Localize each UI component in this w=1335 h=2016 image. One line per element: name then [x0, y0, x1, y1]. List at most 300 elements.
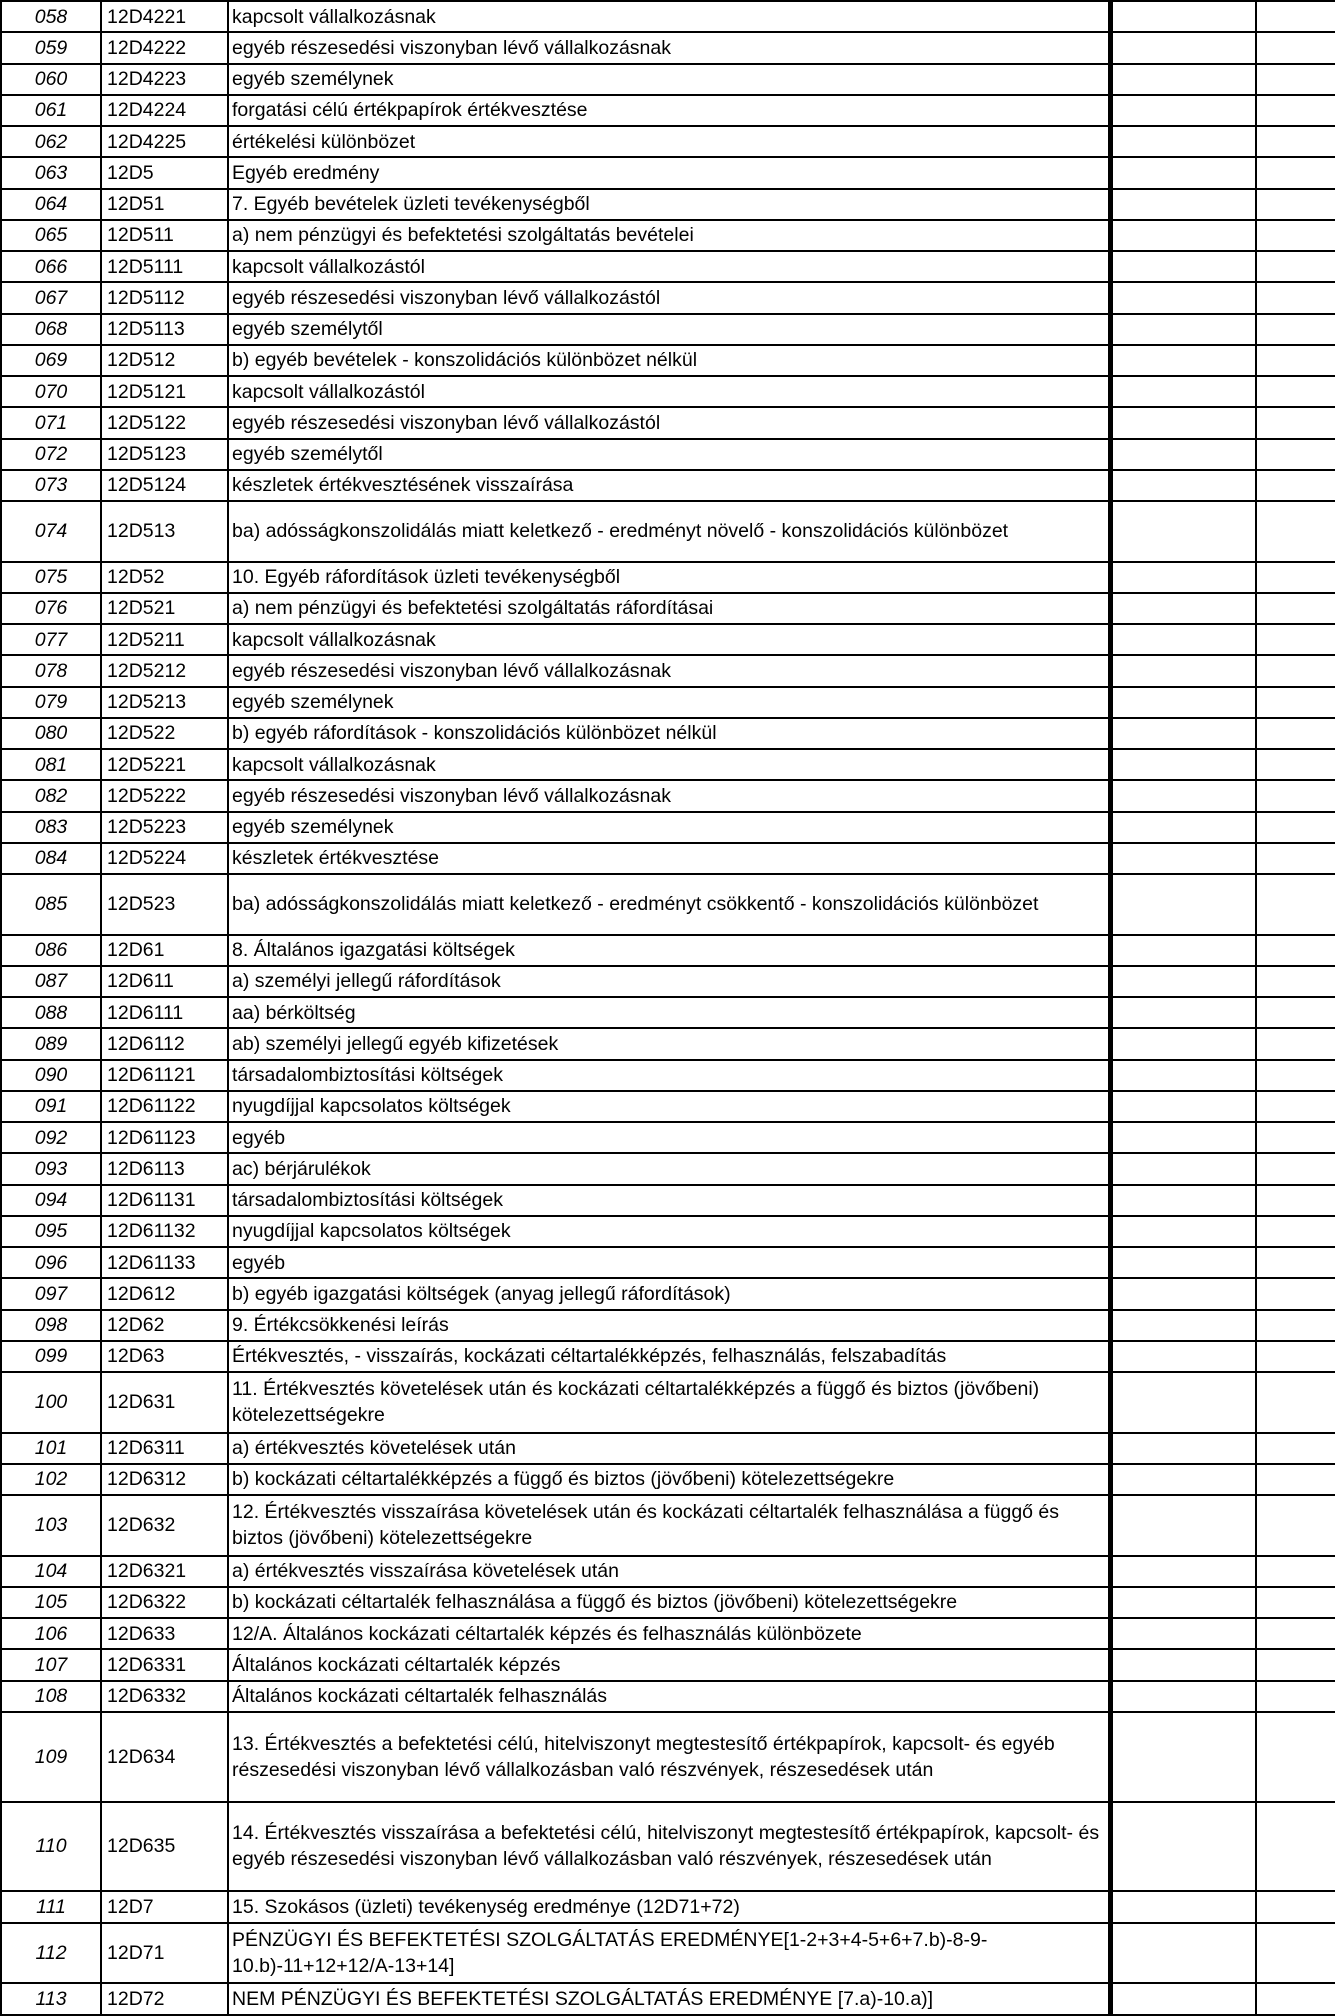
row-code-cell: 12D61133: [101, 1247, 228, 1278]
value-cell: [1110, 64, 1256, 95]
extra-value-cell: [1256, 718, 1335, 749]
row-number-cell: 103: [1, 1495, 101, 1556]
extra-value-cell: [1256, 1433, 1335, 1464]
row-code-cell: 12D6112: [101, 1028, 228, 1059]
value-cell: [1110, 843, 1256, 874]
row-number-cell: 095: [1, 1216, 101, 1247]
value-cell: [1110, 1495, 1256, 1556]
row-code-cell: 12D63: [101, 1341, 228, 1372]
row-code-cell: 12D521: [101, 593, 228, 624]
extra-value-cell: [1256, 1247, 1335, 1278]
row-number-cell: 099: [1, 1341, 101, 1372]
row-description-cell: ba) adósságkonszolidálás miatt keletkező - eredményt növelő - konszolidációs különbözet: [228, 501, 1110, 562]
table-row: [1, 1802, 1335, 1892]
row-description-cell: b) egyéb ráfordítások - konszolidációs különbözet nélkül: [228, 718, 1110, 749]
value-cell: [1110, 624, 1256, 655]
row-description-cell: b) egyéb igazgatási költségek (anyag jellegű ráfordítások): [228, 1278, 1110, 1309]
table-row: [1, 1310, 1335, 1341]
extra-value-cell: [1256, 1495, 1335, 1556]
value-cell: [1110, 687, 1256, 718]
value-cell: [1110, 1681, 1256, 1712]
extra-value-cell: [1256, 282, 1335, 313]
extra-value-cell: [1256, 1278, 1335, 1309]
row-description-cell: társadalombiztosítási költségek: [228, 1060, 1110, 1091]
row-description-cell: nyugdíjjal kapcsolatos költségek: [228, 1216, 1110, 1247]
table-row: [1, 1618, 1335, 1649]
table-row: [1, 718, 1335, 749]
row-number-cell: 068: [1, 314, 101, 345]
row-description-cell: egyéb személynek: [228, 64, 1110, 95]
extra-value-cell: [1256, 997, 1335, 1028]
value-cell: [1110, 376, 1256, 407]
row-number-cell: 064: [1, 189, 101, 220]
extra-value-cell: [1256, 1216, 1335, 1247]
table-row: [1, 1278, 1335, 1309]
value-cell: [1110, 157, 1256, 188]
row-number-cell: 107: [1, 1649, 101, 1680]
table-row: [1, 655, 1335, 686]
extra-value-cell: [1256, 843, 1335, 874]
row-code-cell: 12D523: [101, 874, 228, 935]
value-cell: [1110, 1060, 1256, 1091]
extra-value-cell: [1256, 562, 1335, 593]
row-description-cell: kapcsolt vállalkozásnak: [228, 624, 1110, 655]
extra-value-cell: [1256, 1122, 1335, 1153]
table-row: [1, 1891, 1335, 1922]
row-number-cell: 072: [1, 439, 101, 470]
table-row: [1, 220, 1335, 251]
row-number-cell: 106: [1, 1618, 101, 1649]
row-description-cell: nyugdíjjal kapcsolatos költségek: [228, 1091, 1110, 1122]
row-code-cell: 12D5124: [101, 470, 228, 501]
table-row: [1, 64, 1335, 95]
row-number-cell: 080: [1, 718, 101, 749]
row-code-cell: 12D6311: [101, 1433, 228, 1464]
value-cell: [1110, 1091, 1256, 1122]
row-number-cell: 112: [1, 1923, 101, 1984]
table-row: [1, 997, 1335, 1028]
row-code-cell: 12D522: [101, 718, 228, 749]
row-code-cell: 12D513: [101, 501, 228, 562]
table-row: [1, 189, 1335, 220]
row-description-cell: Általános kockázati céltartalék képzés: [228, 1649, 1110, 1680]
row-number-cell: 098: [1, 1310, 101, 1341]
extra-value-cell: [1256, 251, 1335, 282]
value-cell: [1110, 997, 1256, 1028]
table-row: [1, 314, 1335, 345]
extra-value-cell: [1256, 1802, 1335, 1892]
extra-value-cell: [1256, 501, 1335, 562]
row-code-cell: 12D631: [101, 1372, 228, 1433]
row-description-cell: 7. Egyéb bevételek üzleti tevékenységből: [228, 189, 1110, 220]
extra-value-cell: [1256, 1464, 1335, 1495]
row-code-cell: 12D6113: [101, 1153, 228, 1184]
row-code-cell: 12D72: [101, 1983, 228, 2015]
row-number-cell: 110: [1, 1802, 101, 1892]
row-number-cell: 062: [1, 126, 101, 157]
row-description-cell: a) személyi jellegű ráfordítások: [228, 966, 1110, 997]
value-cell: [1110, 1216, 1256, 1247]
row-number-cell: 091: [1, 1091, 101, 1122]
value-cell: [1110, 812, 1256, 843]
extra-value-cell: [1256, 1923, 1335, 1984]
value-cell: [1110, 1185, 1256, 1216]
value-cell: [1110, 1278, 1256, 1309]
row-number-cell: 086: [1, 935, 101, 966]
row-description-cell: forgatási célú értékpapírok értékvesztése: [228, 95, 1110, 126]
extra-value-cell: [1256, 345, 1335, 376]
extra-value-cell: [1256, 935, 1335, 966]
row-code-cell: 12D4221: [101, 1, 228, 32]
row-description-cell: 12. Értékvesztés visszaírása követelések után és kockázati céltartalék felhasználása a függő és biztos (jövőbeni) kötelezettségekre: [228, 1495, 1110, 1556]
table-row: [1, 157, 1335, 188]
extra-value-cell: [1256, 687, 1335, 718]
extra-value-cell: [1256, 1587, 1335, 1618]
table-row: [1, 1923, 1335, 1984]
row-number-cell: 104: [1, 1556, 101, 1587]
row-description-cell: kapcsolt vállalkozástól: [228, 251, 1110, 282]
value-cell: [1110, 1122, 1256, 1153]
row-description-cell: Értékvesztés, - visszaírás, kockázati céltartalékképzés, felhasználás, felszabadítás: [228, 1341, 1110, 1372]
row-description-cell: kapcsolt vállalkozásnak: [228, 1, 1110, 32]
row-description-cell: a) nem pénzügyi és befektetési szolgáltatás ráfordításai: [228, 593, 1110, 624]
row-description-cell: b) egyéb bevételek - konszolidációs különbözet nélkül: [228, 345, 1110, 376]
row-code-cell: 12D7: [101, 1891, 228, 1922]
row-number-cell: 100: [1, 1372, 101, 1433]
row-description-cell: a) értékvesztés követelések után: [228, 1433, 1110, 1464]
value-cell: [1110, 966, 1256, 997]
row-number-cell: 073: [1, 470, 101, 501]
row-number-cell: 071: [1, 407, 101, 438]
row-code-cell: 12D5221: [101, 749, 228, 780]
value-cell: [1110, 1649, 1256, 1680]
extra-value-cell: [1256, 64, 1335, 95]
row-description-cell: készletek értékvesztésének visszaírása: [228, 470, 1110, 501]
extra-value-cell: [1256, 1185, 1335, 1216]
row-description-cell: kapcsolt vállalkozásnak: [228, 749, 1110, 780]
value-cell: [1110, 251, 1256, 282]
row-code-cell: 12D52: [101, 562, 228, 593]
table-row: [1, 439, 1335, 470]
value-cell: [1110, 1, 1256, 32]
row-description-cell: egyéb: [228, 1122, 1110, 1153]
row-code-cell: 12D5111: [101, 251, 228, 282]
extra-value-cell: [1256, 812, 1335, 843]
row-number-cell: 069: [1, 345, 101, 376]
extra-value-cell: [1256, 1681, 1335, 1712]
row-code-cell: 12D6322: [101, 1587, 228, 1618]
row-code-cell: 12D5113: [101, 314, 228, 345]
value-cell: [1110, 407, 1256, 438]
row-number-cell: 070: [1, 376, 101, 407]
row-number-cell: 087: [1, 966, 101, 997]
table-row: [1, 812, 1335, 843]
row-code-cell: 12D6321: [101, 1556, 228, 1587]
row-number-cell: 109: [1, 1712, 101, 1802]
table-row: [1, 1983, 1335, 2015]
row-code-cell: 12D5223: [101, 812, 228, 843]
extra-value-cell: [1256, 470, 1335, 501]
table-row: [1, 874, 1335, 935]
value-cell: [1110, 749, 1256, 780]
value-cell: [1110, 780, 1256, 811]
table-row: [1, 1185, 1335, 1216]
table-row: [1, 1216, 1335, 1247]
value-cell: [1110, 562, 1256, 593]
value-cell: [1110, 439, 1256, 470]
row-code-cell: 12D635: [101, 1802, 228, 1892]
value-cell: [1110, 1433, 1256, 1464]
row-number-cell: 093: [1, 1153, 101, 1184]
row-description-cell: a) értékvesztés visszaírása követelések után: [228, 1556, 1110, 1587]
row-description-cell: b) kockázati céltartalék felhasználása a függő és biztos (jövőbeni) kötelezettségekre: [228, 1587, 1110, 1618]
table-row: [1, 1060, 1335, 1091]
row-code-cell: 12D5112: [101, 282, 228, 313]
row-code-cell: 12D61122: [101, 1091, 228, 1122]
extra-value-cell: [1256, 220, 1335, 251]
row-code-cell: 12D4224: [101, 95, 228, 126]
row-code-cell: 12D6332: [101, 1681, 228, 1712]
value-cell: [1110, 593, 1256, 624]
table-row: [1, 1028, 1335, 1059]
row-number-cell: 079: [1, 687, 101, 718]
row-code-cell: 12D6111: [101, 997, 228, 1028]
table-row: [1, 1649, 1335, 1680]
extra-value-cell: [1256, 1, 1335, 32]
row-code-cell: 12D5123: [101, 439, 228, 470]
row-description-cell: b) kockázati céltartalékképzés a függő és biztos (jövőbeni) kötelezettségekre: [228, 1464, 1110, 1495]
row-number-cell: 101: [1, 1433, 101, 1464]
extra-value-cell: [1256, 749, 1335, 780]
row-description-cell: kapcsolt vállalkozástól: [228, 376, 1110, 407]
row-code-cell: 12D51: [101, 189, 228, 220]
row-description-cell: 9. Értékcsökkenési leírás: [228, 1310, 1110, 1341]
row-number-cell: 092: [1, 1122, 101, 1153]
extra-value-cell: [1256, 1341, 1335, 1372]
value-cell: [1110, 1618, 1256, 1649]
value-cell: [1110, 470, 1256, 501]
table-row: [1, 1495, 1335, 1556]
row-description-cell: PÉNZÜGYI ÉS BEFEKTETÉSI SZOLGÁLTATÁS EREDMÉNYE[1-2+3+4-5+6+7.b)-8-9-10.b)-11+12+12/A-13+14]: [228, 1923, 1110, 1984]
row-description-cell: 13. Értékvesztés a befektetési célú, hitelviszonyt megtestesítő értékpapírok, kapcsolt- és egyéb részesedési viszonyban lévő vállalkozásban való részvények, részesedések után: [228, 1712, 1110, 1802]
table-row: [1, 687, 1335, 718]
value-cell: [1110, 935, 1256, 966]
row-number-cell: 094: [1, 1185, 101, 1216]
extra-value-cell: [1256, 1060, 1335, 1091]
table-row: [1, 593, 1335, 624]
row-code-cell: 12D6312: [101, 1464, 228, 1495]
extra-value-cell: [1256, 1310, 1335, 1341]
row-code-cell: 12D5224: [101, 843, 228, 874]
table-row: [1, 843, 1335, 874]
row-code-cell: 12D4225: [101, 126, 228, 157]
row-description-cell: Általános kockázati céltartalék felhasználás: [228, 1681, 1110, 1712]
row-description-cell: a) nem pénzügyi és befektetési szolgáltatás bevételei: [228, 220, 1110, 251]
row-description-cell: 11. Értékvesztés követelések után és kockázati céltartalékképzés a függő és biztos (jövőbeni) kötelezettségekre: [228, 1372, 1110, 1433]
extra-value-cell: [1256, 1618, 1335, 1649]
value-cell: [1110, 282, 1256, 313]
row-code-cell: 12D5211: [101, 624, 228, 655]
extra-value-cell: [1256, 1091, 1335, 1122]
extra-value-cell: [1256, 874, 1335, 935]
row-code-cell: 12D61123: [101, 1122, 228, 1153]
row-number-cell: 081: [1, 749, 101, 780]
row-number-cell: 066: [1, 251, 101, 282]
row-description-cell: aa) bérköltség: [228, 997, 1110, 1028]
row-code-cell: 12D5213: [101, 687, 228, 718]
row-number-cell: 077: [1, 624, 101, 655]
row-number-cell: 083: [1, 812, 101, 843]
value-cell: [1110, 1891, 1256, 1922]
row-number-cell: 113: [1, 1983, 101, 2015]
value-cell: [1110, 220, 1256, 251]
extra-value-cell: [1256, 189, 1335, 220]
extra-value-cell: [1256, 1983, 1335, 2015]
extra-value-cell: [1256, 32, 1335, 63]
table-row: [1, 1712, 1335, 1802]
extra-value-cell: [1256, 655, 1335, 686]
extra-value-cell: [1256, 966, 1335, 997]
row-code-cell: 12D5222: [101, 780, 228, 811]
row-code-cell: 12D4223: [101, 64, 228, 95]
value-cell: [1110, 1983, 1256, 2015]
row-number-cell: 067: [1, 282, 101, 313]
row-description-cell: ba) adósságkonszolidálás miatt keletkező - eredményt csökkentő - konszolidációs különbözet: [228, 874, 1110, 935]
extra-value-cell: [1256, 376, 1335, 407]
value-cell: [1110, 874, 1256, 935]
table-row: [1, 1153, 1335, 1184]
extra-value-cell: [1256, 95, 1335, 126]
extra-value-cell: [1256, 1891, 1335, 1922]
table-row: [1, 501, 1335, 562]
value-cell: [1110, 345, 1256, 376]
value-cell: [1110, 1310, 1256, 1341]
row-number-cell: 065: [1, 220, 101, 251]
table-row: [1, 126, 1335, 157]
value-cell: [1110, 718, 1256, 749]
row-description-cell: 10. Egyéb ráfordítások üzleti tevékenységből: [228, 562, 1110, 593]
row-number-cell: 082: [1, 780, 101, 811]
row-description-cell: 14. Értékvesztés visszaírása a befektetési célú, hitelviszonyt megtestesítő értékpapírok, kapcsolt- és egyéb részesedési viszonyban lévő vállalkozásban való részvények, részesedések után: [228, 1802, 1110, 1892]
value-cell: [1110, 1802, 1256, 1892]
row-number-cell: 097: [1, 1278, 101, 1309]
value-cell: [1110, 1028, 1256, 1059]
value-cell: [1110, 32, 1256, 63]
extra-value-cell: [1256, 439, 1335, 470]
row-description-cell: ac) bérjárulékok: [228, 1153, 1110, 1184]
row-number-cell: 076: [1, 593, 101, 624]
table-row: [1, 251, 1335, 282]
row-code-cell: 12D634: [101, 1712, 228, 1802]
value-cell: [1110, 95, 1256, 126]
row-description-cell: NEM PÉNZÜGYI ÉS BEFEKTETÉSI SZOLGÁLTATÁS EREDMÉNYE [7.a)-10.a)]: [228, 1983, 1110, 2015]
row-number-cell: 063: [1, 157, 101, 188]
row-description-cell: egyéb személynek: [228, 812, 1110, 843]
row-description-cell: egyéb: [228, 1247, 1110, 1278]
extra-value-cell: [1256, 1556, 1335, 1587]
value-cell: [1110, 1341, 1256, 1372]
table-row: [1, 1464, 1335, 1495]
table-row: [1, 1433, 1335, 1464]
row-description-cell: társadalombiztosítási költségek: [228, 1185, 1110, 1216]
row-code-cell: 12D511: [101, 220, 228, 251]
value-cell: [1110, 1153, 1256, 1184]
value-cell: [1110, 189, 1256, 220]
table-row: [1, 562, 1335, 593]
row-code-cell: 12D71: [101, 1923, 228, 1984]
extra-value-cell: [1256, 1712, 1335, 1802]
row-code-cell: 12D5122: [101, 407, 228, 438]
value-cell: [1110, 126, 1256, 157]
extra-value-cell: [1256, 126, 1335, 157]
row-code-cell: 12D633: [101, 1618, 228, 1649]
extra-value-cell: [1256, 624, 1335, 655]
value-cell: [1110, 1712, 1256, 1802]
table-row: [1, 780, 1335, 811]
table-row: [1, 407, 1335, 438]
value-cell: [1110, 1247, 1256, 1278]
value-cell: [1110, 1556, 1256, 1587]
row-number-cell: 061: [1, 95, 101, 126]
value-cell: [1110, 314, 1256, 345]
table-row: [1, 1681, 1335, 1712]
table-body: [1, 1, 1335, 2015]
row-code-cell: 12D5212: [101, 655, 228, 686]
table-row: [1, 95, 1335, 126]
row-number-cell: 074: [1, 501, 101, 562]
table-row: [1, 1587, 1335, 1618]
row-description-cell: egyéb részesedési viszonyban lévő vállalkozástól: [228, 407, 1110, 438]
row-number-cell: 089: [1, 1028, 101, 1059]
row-code-cell: 12D62: [101, 1310, 228, 1341]
row-number-cell: 108: [1, 1681, 101, 1712]
table-row: [1, 376, 1335, 407]
row-code-cell: 12D632: [101, 1495, 228, 1556]
value-cell: [1110, 501, 1256, 562]
row-code-cell: 12D61: [101, 935, 228, 966]
value-cell: [1110, 1923, 1256, 1984]
row-description-cell: ab) személyi jellegű egyéb kifizetések: [228, 1028, 1110, 1059]
row-number-cell: 085: [1, 874, 101, 935]
table-row: [1, 1091, 1335, 1122]
row-description-cell: egyéb személytől: [228, 439, 1110, 470]
table-row: [1, 1341, 1335, 1372]
row-description-cell: egyéb részesedési viszonyban lévő vállalkozásnak: [228, 32, 1110, 63]
row-description-cell: 8. Általános igazgatási költségek: [228, 935, 1110, 966]
extra-value-cell: [1256, 593, 1335, 624]
row-code-cell: 12D61132: [101, 1216, 228, 1247]
extra-value-cell: [1256, 1372, 1335, 1433]
value-cell: [1110, 1464, 1256, 1495]
extra-value-cell: [1256, 407, 1335, 438]
table-row: [1, 1372, 1335, 1433]
row-number-cell: 084: [1, 843, 101, 874]
table-row: [1, 345, 1335, 376]
row-number-cell: 060: [1, 64, 101, 95]
table-row: [1, 32, 1335, 63]
table-row: [1, 1556, 1335, 1587]
row-description-cell: egyéb részesedési viszonyban lévő vállalkozástól: [228, 282, 1110, 313]
extra-value-cell: [1256, 1028, 1335, 1059]
table-row: [1, 1247, 1335, 1278]
row-number-cell: 058: [1, 1, 101, 32]
value-cell: [1110, 1587, 1256, 1618]
row-description-cell: egyéb részesedési viszonyban lévő vállalkozásnak: [228, 780, 1110, 811]
row-number-cell: 111: [1, 1891, 101, 1922]
table-row: [1, 1122, 1335, 1153]
row-code-cell: 12D611: [101, 966, 228, 997]
table-row: [1, 1, 1335, 32]
